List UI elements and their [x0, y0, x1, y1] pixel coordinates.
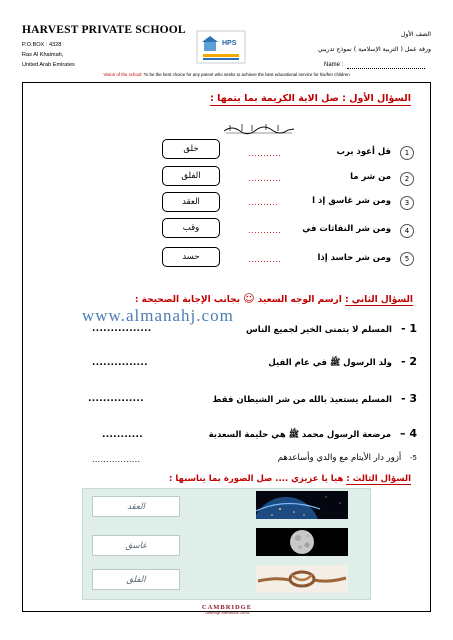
- vision-label: Vision of the school:: [103, 72, 143, 77]
- verse-text: من شر ما: [350, 172, 391, 182]
- vision-text: To be the best choice for any parent who seeks to achieve the best educational service for his/her children: [143, 72, 350, 77]
- statement-row: [246, 322, 417, 335]
- statement-text: ولد الرسول ﷺ في عام الفيل: [268, 358, 392, 368]
- answer-word-box[interactable]: وقب: [162, 218, 220, 238]
- statement-number: 5-: [410, 454, 417, 462]
- watermark: www.almanahj.com: [82, 306, 234, 325]
- statement-row: [209, 427, 417, 442]
- verse-number: 3: [400, 196, 414, 210]
- question1-title: السؤال الأول : صل الاية الكريمة بما يتمها :: [210, 93, 411, 104]
- word-card[interactable]: الفلق: [92, 569, 180, 590]
- statement-text: أزور دار الأيتام مع والدي وأساعدهم: [277, 453, 402, 463]
- question2-suffix: بجانب الإجابة الصحيحة :: [134, 295, 240, 305]
- verse-number: 4: [400, 224, 414, 238]
- verse-number: 2: [400, 172, 414, 186]
- answer-dots[interactable]: ...........: [248, 226, 282, 235]
- verse-number: 1: [400, 146, 414, 160]
- answer-dots[interactable]: ................: [92, 324, 152, 334]
- statement-text: المسلم يستعيذ بالله من شر الشيطان فقط: [212, 395, 392, 405]
- cambridge-logo: [182, 604, 272, 616]
- city: Ras Al Khaimah,: [22, 52, 64, 58]
- grade-label: الصف الأول: [400, 31, 431, 38]
- school-name: HARVEST PRIVATE SCHOOL: [22, 24, 186, 36]
- answer-dots[interactable]: ..........: [248, 198, 279, 207]
- svg-text:HPS: HPS: [222, 40, 237, 47]
- question3-title: [169, 474, 411, 484]
- statement-row: [278, 453, 417, 463]
- po-box: P.O.BOX : 4328: [22, 42, 62, 48]
- word-card[interactable]: العقد: [92, 496, 180, 517]
- question2-main: ارسم الوجه السعيد: [257, 295, 342, 305]
- statement-number: 2 -: [400, 355, 417, 368]
- vision-statement: [22, 72, 431, 77]
- name-label: Name :: [324, 62, 344, 68]
- answer-dots[interactable]: .................: [92, 455, 141, 464]
- statement-number: 3 -: [400, 392, 417, 405]
- statement-number: 1 -: [400, 322, 417, 335]
- statement-text: المسلم لا يتمنى الخير لجميع الناس: [246, 325, 392, 335]
- school-logo: [196, 30, 246, 64]
- statement-row: [213, 392, 417, 405]
- answer-word-box[interactable]: خلق: [162, 139, 220, 159]
- earth-night-image[interactable]: [256, 491, 348, 519]
- answer-dots[interactable]: ...............: [88, 394, 144, 404]
- name-field-line[interactable]: [347, 68, 425, 69]
- verse-text: ومن شر حاسد إذا: [317, 253, 391, 263]
- rope-knot-image[interactable]: [256, 565, 348, 593]
- answer-word-box[interactable]: العقد: [162, 192, 220, 212]
- question3-prefix: السؤال الثالث :: [346, 474, 411, 484]
- country: United Arab Emirates: [22, 62, 75, 68]
- word-card[interactable]: غاسق: [92, 535, 180, 556]
- answer-dots[interactable]: ...........: [248, 174, 282, 183]
- question3-main: هيا يا عزيزي .... صل الصورة بما يناسبها :: [168, 474, 344, 484]
- verse-text: قل أعوذ برب: [336, 147, 391, 157]
- answer-dots[interactable]: ...........: [248, 255, 282, 264]
- basmala-calligraphy: [222, 120, 296, 134]
- question2-prefix: السؤال الثاني :: [344, 295, 413, 305]
- cambridge-sub: Cambridge International School: [204, 611, 250, 615]
- verse-number: 5: [400, 252, 414, 266]
- smiley-icon: ☺: [243, 292, 255, 305]
- verse-text: ومن شر غاسق إذ ا: [312, 196, 391, 206]
- cambridge-brand: CAMBRIDGE: [201, 604, 253, 611]
- worksheet-title: ورقة عمل ( التربية الإسلامية ) نموذج تدريبي: [317, 46, 431, 53]
- statement-row: [268, 355, 417, 370]
- statement-text: مرضعة الرسول محمد ﷺ هي حليمة السعدية: [208, 430, 392, 440]
- answer-dots[interactable]: ...........: [248, 149, 282, 158]
- statement-number: 4 –: [400, 427, 417, 440]
- moon-image[interactable]: [256, 528, 348, 556]
- answer-word-box[interactable]: الفلق: [162, 166, 220, 186]
- answer-word-box[interactable]: حسد: [162, 247, 220, 267]
- answer-dots[interactable]: ...............: [92, 358, 148, 368]
- verse-text: ومن شر النفاثات في: [302, 224, 391, 234]
- question2-title: [135, 292, 413, 305]
- answer-dots[interactable]: ...........: [102, 430, 143, 440]
